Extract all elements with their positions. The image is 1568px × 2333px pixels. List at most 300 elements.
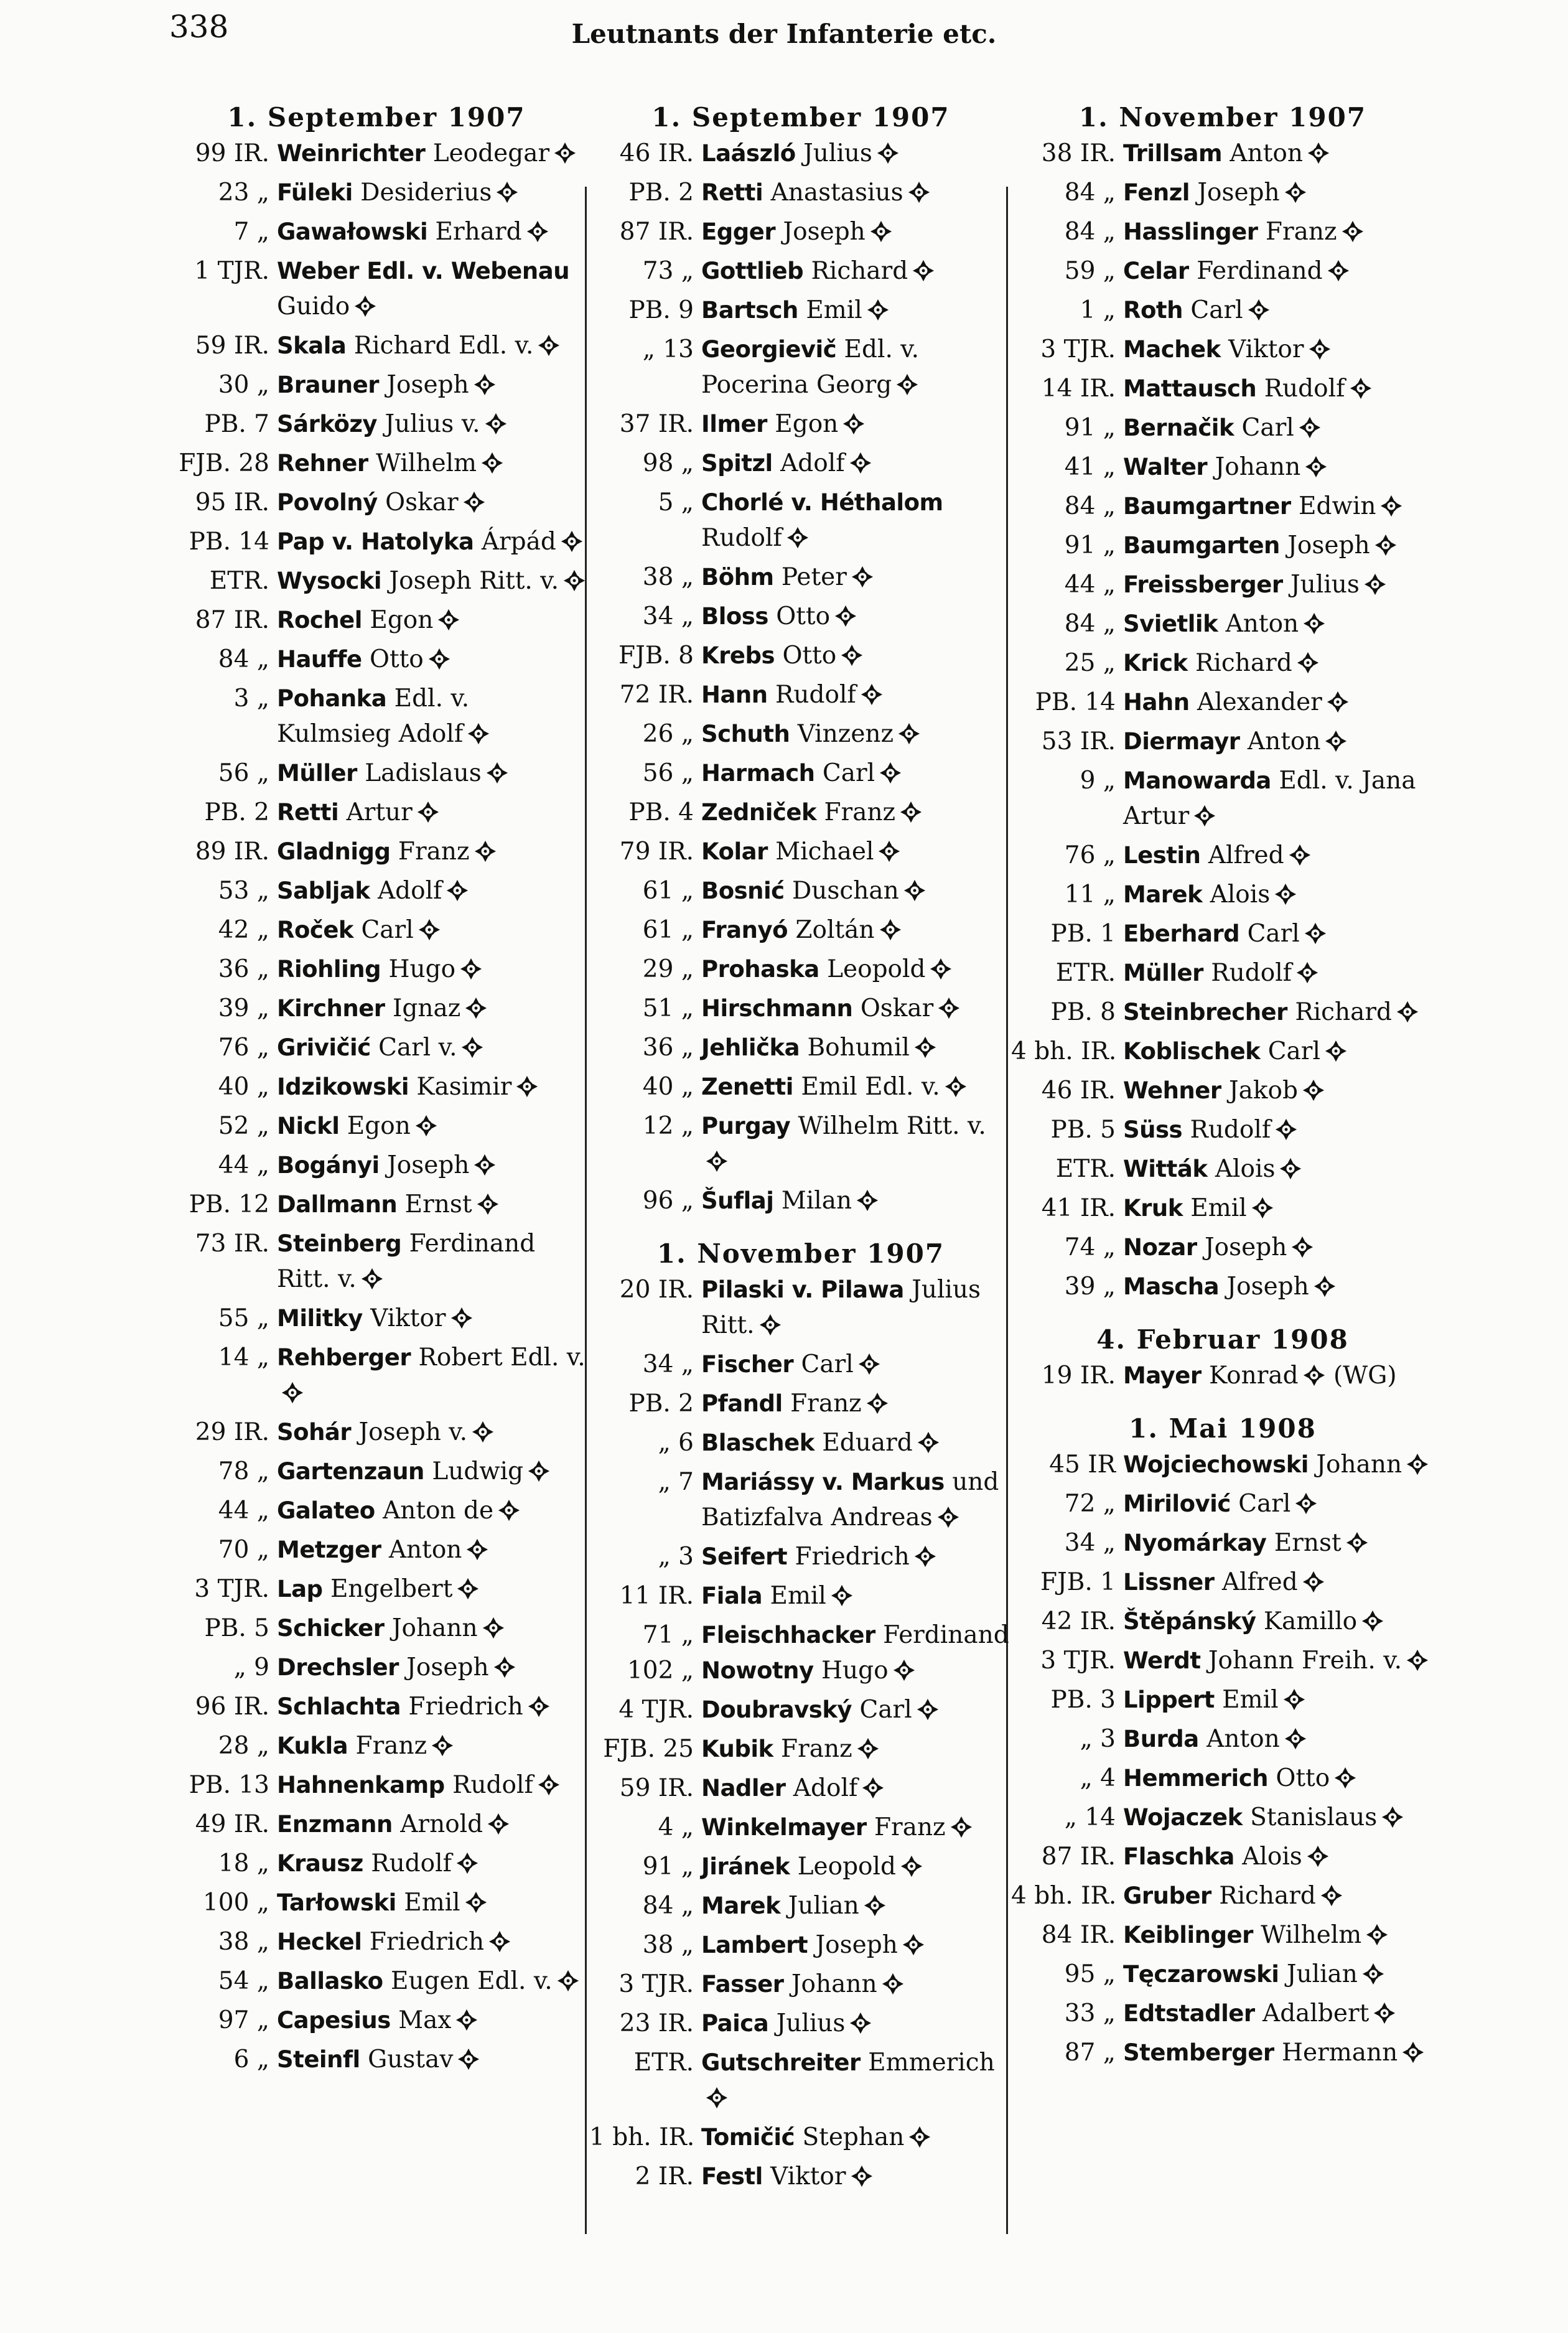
officer-entry bbox=[1011, 994, 1434, 1034]
officer-name bbox=[701, 873, 1012, 912]
officer-given-names: Joseph bbox=[406, 1653, 489, 1681]
officer-surname: Blaschek bbox=[701, 1429, 814, 1456]
officer-entry bbox=[589, 716, 1012, 755]
regiment-label: 19 IR. bbox=[1041, 1362, 1116, 1390]
cross-decoration-icon bbox=[1294, 1490, 1318, 1525]
regiment-label: 56 „ bbox=[642, 759, 694, 787]
officer-name bbox=[1123, 1604, 1434, 1643]
regiment-label: „ 7 bbox=[658, 1468, 694, 1496]
regiment-label: 4 TJR. bbox=[618, 1696, 694, 1724]
regiment-label: 99 IR. bbox=[195, 139, 269, 167]
cross-decoration-icon bbox=[1401, 2039, 1425, 2074]
regiment-label: 84 „ bbox=[1064, 610, 1116, 638]
cross-decoration-icon bbox=[879, 759, 902, 795]
officer-given-names: Kasimir bbox=[416, 1073, 512, 1101]
officer-given-names: und Batizfalva Andreas bbox=[701, 1468, 999, 1531]
officer-given-names: Zoltán bbox=[795, 916, 875, 944]
regiment-label: 25 „ bbox=[1064, 649, 1116, 677]
officer-surname: Hahn bbox=[1123, 689, 1190, 716]
cross-decoration-icon bbox=[471, 1418, 495, 1454]
officer-given-names: Adolf bbox=[780, 449, 845, 477]
officer-surname: Capesius bbox=[277, 2007, 391, 2034]
officer-surname: Georgievič bbox=[701, 336, 837, 363]
cross-decoration-icon bbox=[1363, 571, 1387, 606]
regiment-label: 45 IR bbox=[1049, 1451, 1116, 1479]
officer-given-names: Engelbert bbox=[330, 1575, 453, 1603]
officer-given-names: Emil Edl. v. bbox=[801, 1073, 940, 1101]
officer-given-names: Franz bbox=[1265, 218, 1337, 246]
regiment-label: PB. 4 bbox=[628, 798, 694, 826]
officer-surname: Fasser bbox=[701, 1971, 784, 1998]
officer-name bbox=[277, 1454, 588, 1493]
cross-decoration-icon bbox=[1349, 375, 1373, 410]
officer-name bbox=[701, 1347, 1012, 1386]
regiment-label: 26 „ bbox=[642, 720, 694, 748]
regiment-label: 1 „ bbox=[1080, 296, 1116, 324]
regiment-label: „ 3 bbox=[1080, 1725, 1116, 1753]
officer-given-names: Joseph v. bbox=[358, 1418, 468, 1446]
officer-given-names: Joseph bbox=[386, 371, 469, 399]
officer-entry bbox=[589, 873, 1012, 912]
officer-entry bbox=[165, 1885, 588, 1924]
officer-entry bbox=[589, 1183, 1012, 1222]
officer-entry bbox=[165, 1846, 588, 1885]
officer-name bbox=[277, 1846, 588, 1885]
regiment-label: 38 IR. bbox=[1041, 139, 1116, 167]
cross-decoration-icon bbox=[849, 2009, 872, 2045]
regiment-label: 6 „ bbox=[233, 2045, 269, 2074]
officer-surname: Drechsler bbox=[277, 1654, 399, 1681]
officer-surname: Stemberger bbox=[1123, 2039, 1274, 2066]
officer-name bbox=[701, 638, 1012, 677]
officer-surname: Nyomárkay bbox=[1123, 1530, 1267, 1556]
cross-decoration-icon bbox=[465, 1536, 489, 1571]
cross-decoration-icon bbox=[1406, 1647, 1429, 1682]
officer-name bbox=[1123, 994, 1434, 1034]
officer-entry bbox=[165, 1571, 588, 1611]
officer-given-names: Richard bbox=[1295, 998, 1392, 1026]
officer-name bbox=[1123, 567, 1434, 606]
officer-surname: Dallmann bbox=[277, 1191, 398, 1218]
officer-name bbox=[701, 1810, 1012, 1849]
officer-name bbox=[701, 951, 1012, 991]
officer-name bbox=[701, 1539, 1012, 1578]
cross-decoration-icon bbox=[1365, 1921, 1389, 1957]
regiment-label: 70 „ bbox=[218, 1536, 269, 1564]
officer-name bbox=[701, 1888, 1012, 1927]
officer-entry bbox=[165, 446, 588, 485]
officer-surname: Wysocki bbox=[277, 568, 382, 594]
officer-name bbox=[701, 332, 1012, 406]
cross-decoration-icon bbox=[866, 1390, 889, 1425]
cross-decoration-icon bbox=[1284, 1725, 1307, 1760]
officer-name bbox=[1123, 2035, 1434, 2074]
officer-surname: Gottlieb bbox=[701, 258, 804, 284]
officer-given-names: Anastasius bbox=[770, 179, 903, 207]
officer-entry bbox=[165, 873, 588, 912]
cross-decoration-icon bbox=[895, 371, 919, 406]
cross-decoration-icon bbox=[553, 139, 577, 175]
officer-entry bbox=[1011, 1996, 1434, 2035]
regiment-label: PB. 5 bbox=[204, 1614, 269, 1642]
officer-surname: Gartenzaun bbox=[277, 1458, 424, 1485]
regiment-label: 79 IR. bbox=[619, 838, 694, 866]
officer-entry bbox=[1011, 1486, 1434, 1525]
officer-entry bbox=[165, 1226, 588, 1301]
officer-name bbox=[277, 681, 588, 755]
officer-entry bbox=[165, 602, 588, 642]
regiment-label: ETR. bbox=[1055, 959, 1116, 987]
regiment-label: 39 „ bbox=[218, 994, 269, 1022]
running-head: Leutnants der Infanterie etc. bbox=[571, 19, 997, 49]
officer-name bbox=[277, 1226, 588, 1301]
officer-given-names: Ferdinand bbox=[1197, 257, 1323, 285]
officer-entry bbox=[589, 638, 1012, 677]
officer-entry bbox=[165, 795, 588, 834]
cross-decoration-icon bbox=[493, 1653, 516, 1689]
cross-decoration-icon bbox=[480, 449, 504, 485]
officer-name bbox=[1123, 763, 1434, 838]
officer-entry bbox=[1011, 1682, 1434, 1721]
officer-given-names: Julian bbox=[788, 1892, 859, 1920]
officer-surname: Diermayr bbox=[1123, 728, 1240, 755]
officer-entry bbox=[1011, 724, 1434, 763]
cross-decoration-icon bbox=[460, 1034, 484, 1069]
cross-decoration-icon bbox=[1304, 920, 1327, 955]
officer-entry bbox=[165, 1963, 588, 2003]
regiment-label: PB. 7 bbox=[204, 410, 269, 438]
officer-surname: Rehner bbox=[277, 450, 368, 477]
cross-decoration-icon bbox=[1298, 414, 1322, 449]
regiment-label: 97 „ bbox=[218, 2006, 269, 2034]
officer-surname: Festl bbox=[701, 2163, 763, 2190]
officer-given-names: Adolf bbox=[377, 877, 442, 905]
officer-given-names: Rudolf bbox=[1190, 1116, 1271, 1144]
officer-entry bbox=[165, 136, 588, 175]
cross-decoration-icon bbox=[1345, 1529, 1369, 1564]
cross-decoration-icon bbox=[1251, 1194, 1274, 1230]
officer-given-names: Carl bbox=[1238, 1490, 1291, 1518]
cross-decoration-icon bbox=[907, 179, 931, 214]
officer-entry bbox=[1011, 1190, 1434, 1230]
column-2 bbox=[589, 100, 1012, 2198]
officer-name bbox=[1123, 1917, 1434, 1957]
regiment-label: 71 „ bbox=[642, 1621, 694, 1649]
cross-decoration-icon bbox=[473, 1151, 497, 1187]
officer-entry bbox=[589, 1030, 1012, 1069]
officer-entry bbox=[1011, 1112, 1434, 1151]
officer-name bbox=[277, 991, 588, 1030]
officer-surname: Winkelmayer bbox=[701, 1814, 867, 1841]
officer-given-names: Johann bbox=[391, 1614, 478, 1642]
regiment-label: 89 IR. bbox=[195, 838, 269, 866]
cross-decoration-icon bbox=[758, 1311, 782, 1347]
regiment-label: 34 „ bbox=[642, 602, 694, 630]
officer-given-names: Anton bbox=[1225, 610, 1299, 638]
officer-entry bbox=[1011, 1721, 1434, 1760]
officer-given-names: Ferdinand Ritt. v. bbox=[277, 1230, 536, 1293]
officer-surname: Doubravský bbox=[701, 1696, 852, 1723]
cross-decoration-icon bbox=[1308, 335, 1332, 371]
regiment-label: 40 „ bbox=[642, 1073, 694, 1101]
officer-entry bbox=[589, 332, 1012, 406]
cross-decoration-icon bbox=[537, 1771, 561, 1807]
cross-decoration-icon bbox=[484, 410, 508, 446]
officer-given-names: Carl bbox=[859, 1696, 912, 1724]
officer-entry bbox=[589, 1108, 1012, 1183]
regiment-label: 96 „ bbox=[642, 1187, 694, 1215]
officer-entry bbox=[165, 1148, 588, 1187]
officer-name bbox=[1123, 214, 1434, 253]
officer-surname: Trillsam bbox=[1123, 140, 1223, 167]
officer-given-names: Franz bbox=[398, 838, 470, 866]
officer-entry bbox=[589, 834, 1012, 873]
officer-name bbox=[701, 2159, 1012, 2198]
officer-given-names: Peter bbox=[781, 563, 847, 591]
cross-decoration-icon bbox=[1307, 139, 1330, 175]
cross-decoration-icon bbox=[903, 877, 926, 912]
officer-name bbox=[277, 755, 588, 795]
officer-name bbox=[277, 1414, 588, 1454]
officer-given-names: Anton bbox=[1230, 139, 1303, 167]
regiment-label: 51 „ bbox=[642, 994, 694, 1022]
officer-surname: Metzger bbox=[277, 1536, 381, 1563]
officer-entry bbox=[589, 912, 1012, 951]
officer-given-names: Viktor bbox=[770, 2162, 846, 2190]
officer-given-names: Emil bbox=[404, 1889, 460, 1917]
cross-decoration-icon bbox=[527, 1693, 551, 1728]
cross-decoration-icon bbox=[1361, 1960, 1385, 1996]
officer-entry bbox=[165, 175, 588, 214]
officer-given-names: Joseph bbox=[1205, 1233, 1287, 1261]
officer-entry bbox=[165, 1454, 588, 1493]
officer-given-names: Carl bbox=[801, 1350, 854, 1378]
officer-given-names: Edl. v. Kulmsieg Adolf bbox=[277, 685, 470, 748]
officer-entry bbox=[589, 677, 1012, 716]
regiment-label: 7 „ bbox=[233, 218, 269, 246]
officer-surname: Pilaski v. Pilawa bbox=[701, 1276, 904, 1303]
officer-entry bbox=[1011, 371, 1434, 410]
officer-name bbox=[701, 599, 1012, 638]
officer-surname: Steinbrecher bbox=[1123, 999, 1287, 1026]
officer-name bbox=[701, 1653, 1012, 1692]
cross-decoration-icon bbox=[1313, 1273, 1337, 1308]
officer-entry bbox=[165, 1611, 588, 1650]
cross-decoration-icon bbox=[482, 1614, 505, 1650]
officer-given-names: Stanislaus bbox=[1250, 1803, 1378, 1831]
regiment-label: FJB. 8 bbox=[618, 642, 694, 670]
cross-decoration-icon bbox=[515, 1073, 539, 1108]
officer-given-names: Joseph bbox=[783, 218, 866, 246]
officer-name bbox=[277, 1963, 588, 2003]
officer-given-names: Eduard bbox=[822, 1429, 913, 1457]
regiment-label: 3 TJR. bbox=[194, 1575, 269, 1603]
regiment-label: 28 „ bbox=[218, 1732, 269, 1760]
officer-surname: Laászló bbox=[701, 140, 796, 167]
officer-entry bbox=[165, 2042, 588, 2081]
officer-surname: Brauner bbox=[277, 372, 379, 398]
officer-surname: Fenzl bbox=[1123, 179, 1190, 206]
officer-given-names: Arnold bbox=[400, 1810, 483, 1838]
officer-surname: Marek bbox=[1123, 881, 1203, 908]
cross-decoration-icon bbox=[474, 838, 497, 873]
officer-given-names: Joseph bbox=[387, 1151, 470, 1179]
regiment-label: 5 „ bbox=[658, 489, 694, 517]
cross-decoration-icon bbox=[495, 179, 519, 214]
officer-name bbox=[1123, 1839, 1434, 1878]
regiment-label: 54 „ bbox=[218, 1967, 269, 1995]
regiment-label: 9 „ bbox=[1080, 767, 1116, 795]
officer-name bbox=[277, 2003, 588, 2042]
officer-surname: Lissner bbox=[1123, 1569, 1215, 1596]
cross-decoration-icon bbox=[457, 2045, 480, 2081]
officer-name bbox=[1123, 1034, 1434, 1073]
officer-given-names: Oskar bbox=[385, 489, 459, 517]
officer-given-names: Egon bbox=[347, 1112, 411, 1140]
officer-entry bbox=[589, 1849, 1012, 1888]
cross-decoration-icon bbox=[1295, 959, 1319, 994]
cross-decoration-icon bbox=[1302, 1568, 1325, 1604]
regiment-label: 4 bh. IR. bbox=[1011, 1882, 1117, 1910]
cross-decoration-icon bbox=[1379, 492, 1403, 528]
officer-entry bbox=[589, 951, 1012, 991]
officer-given-names: Vinzenz bbox=[797, 720, 894, 748]
officer-surname: Schuth bbox=[701, 721, 790, 747]
officer-surname: Wehner bbox=[1123, 1077, 1221, 1104]
cross-decoration-icon bbox=[1373, 1999, 1396, 2035]
regiment-label: 87 IR. bbox=[195, 606, 269, 634]
cross-decoration-icon bbox=[537, 332, 561, 367]
cross-decoration-icon bbox=[1304, 453, 1328, 489]
officer-entry bbox=[1011, 410, 1434, 449]
regiment-label: „ 6 bbox=[658, 1429, 694, 1457]
officer-name bbox=[277, 1650, 588, 1689]
regiment-label: 59 IR. bbox=[619, 1774, 694, 1802]
cross-decoration-icon bbox=[913, 1034, 937, 1069]
officer-name bbox=[277, 328, 588, 367]
officer-entry bbox=[165, 1767, 588, 1807]
officer-surname: Süss bbox=[1123, 1116, 1183, 1143]
officer-entry bbox=[1011, 1151, 1434, 1190]
officer-entry bbox=[589, 175, 1012, 214]
officer-surname: Krick bbox=[1123, 650, 1188, 676]
officer-surname: Pfandl bbox=[701, 1390, 783, 1417]
regiment-label: 11 „ bbox=[1064, 881, 1116, 909]
cross-decoration-icon bbox=[1302, 1362, 1326, 1397]
officer-name bbox=[277, 834, 588, 873]
regiment-label: 84 „ bbox=[1064, 218, 1116, 246]
officer-given-names: Johann bbox=[791, 1970, 877, 1998]
officer-name bbox=[701, 2045, 1012, 2120]
officer-entry bbox=[165, 1301, 588, 1340]
officer-surname: Nozar bbox=[1123, 1234, 1197, 1261]
regiment-label: 42 IR. bbox=[1041, 1607, 1116, 1635]
regiment-label: 84 „ bbox=[1064, 492, 1116, 520]
officer-name bbox=[701, 755, 1012, 795]
regiment-label: „ 3 bbox=[658, 1543, 694, 1571]
officer-given-names: Alois bbox=[1210, 881, 1271, 909]
officer-given-names: Rudolf bbox=[371, 1849, 452, 1877]
officer-name bbox=[701, 559, 1012, 599]
officer-surname: Flaschka bbox=[1123, 1843, 1234, 1870]
officer-name bbox=[1123, 175, 1434, 214]
officer-surname: Sárközy bbox=[277, 411, 378, 437]
officer-name bbox=[701, 991, 1012, 1030]
officer-name bbox=[277, 2042, 588, 2081]
officer-entry bbox=[165, 1689, 588, 1728]
regiment-label: 100 „ bbox=[202, 1889, 269, 1917]
officer-name bbox=[701, 1578, 1012, 1617]
officer-given-names: Michael bbox=[775, 838, 874, 866]
officer-name bbox=[1123, 606, 1434, 645]
officer-entry bbox=[1011, 136, 1434, 175]
entry-suffix: (WG) bbox=[1333, 1362, 1397, 1390]
regiment-label: PB. 13 bbox=[189, 1771, 269, 1799]
regiment-label: „ 13 bbox=[642, 335, 694, 363]
officer-surname: Rehberger bbox=[277, 1344, 411, 1371]
officer-surname: Gruber bbox=[1123, 1882, 1211, 1909]
officer-surname: Ilmer bbox=[701, 411, 767, 437]
officer-name bbox=[1123, 838, 1434, 877]
officer-entry bbox=[1011, 1800, 1434, 1839]
cross-decoration-icon bbox=[916, 1696, 940, 1731]
officer-surname: Seifert bbox=[701, 1543, 788, 1570]
officer-surname: Baumgarten bbox=[1123, 532, 1280, 559]
officer-given-names: Ludwig bbox=[432, 1457, 524, 1485]
officer-name bbox=[701, 1692, 1012, 1731]
officer-surname: Lippert bbox=[1123, 1686, 1215, 1713]
officer-surname: Šuflaj bbox=[701, 1187, 774, 1214]
officer-entry bbox=[1011, 1878, 1434, 1917]
cross-decoration-icon bbox=[527, 1457, 551, 1493]
officer-entry bbox=[589, 1653, 1012, 1692]
officer-surname: Wojaczek bbox=[1123, 1804, 1243, 1831]
cross-decoration-icon bbox=[456, 1575, 480, 1611]
officer-surname: Bogányi bbox=[277, 1152, 380, 1179]
regiment-label: FJB. 28 bbox=[179, 449, 269, 477]
regiment-label: 59 IR. bbox=[195, 332, 269, 360]
regiment-label: 44 „ bbox=[218, 1497, 269, 1525]
officer-name bbox=[277, 1108, 588, 1148]
officer-given-names: Richard bbox=[1195, 649, 1292, 677]
officer-given-names: Anton bbox=[1247, 727, 1321, 755]
cross-decoration-icon bbox=[857, 1350, 881, 1386]
officer-surname: Nowotny bbox=[701, 1657, 814, 1684]
officer-name bbox=[1123, 1996, 1434, 2035]
officer-entry bbox=[1011, 1604, 1434, 1643]
cross-decoration-icon bbox=[1374, 531, 1398, 567]
officer-given-names: Duschan bbox=[792, 877, 899, 905]
officer-surname: Baumgartner bbox=[1123, 493, 1291, 520]
officer-surname: Spitzl bbox=[701, 450, 773, 477]
cross-decoration-icon bbox=[416, 798, 440, 834]
regiment-label: 3 TJR. bbox=[1040, 1647, 1116, 1675]
officer-given-names: Leopold bbox=[797, 1853, 896, 1881]
officer-surname: Müller bbox=[277, 760, 357, 787]
cross-decoration-icon bbox=[913, 1543, 937, 1578]
officer-name bbox=[1123, 449, 1434, 489]
cross-decoration-icon bbox=[1306, 1843, 1330, 1878]
officer-entry bbox=[1011, 1643, 1434, 1682]
officer-surname: Tęczarowski bbox=[1123, 1961, 1279, 1988]
officer-name bbox=[701, 1617, 1012, 1653]
regiment-label: 37 IR. bbox=[619, 410, 694, 438]
officer-entry bbox=[165, 1493, 588, 1532]
officer-surname: Schlachta bbox=[277, 1693, 401, 1720]
officer-entry bbox=[589, 2006, 1012, 2045]
cross-decoration-icon bbox=[467, 720, 490, 755]
officer-name bbox=[1123, 1957, 1434, 1996]
